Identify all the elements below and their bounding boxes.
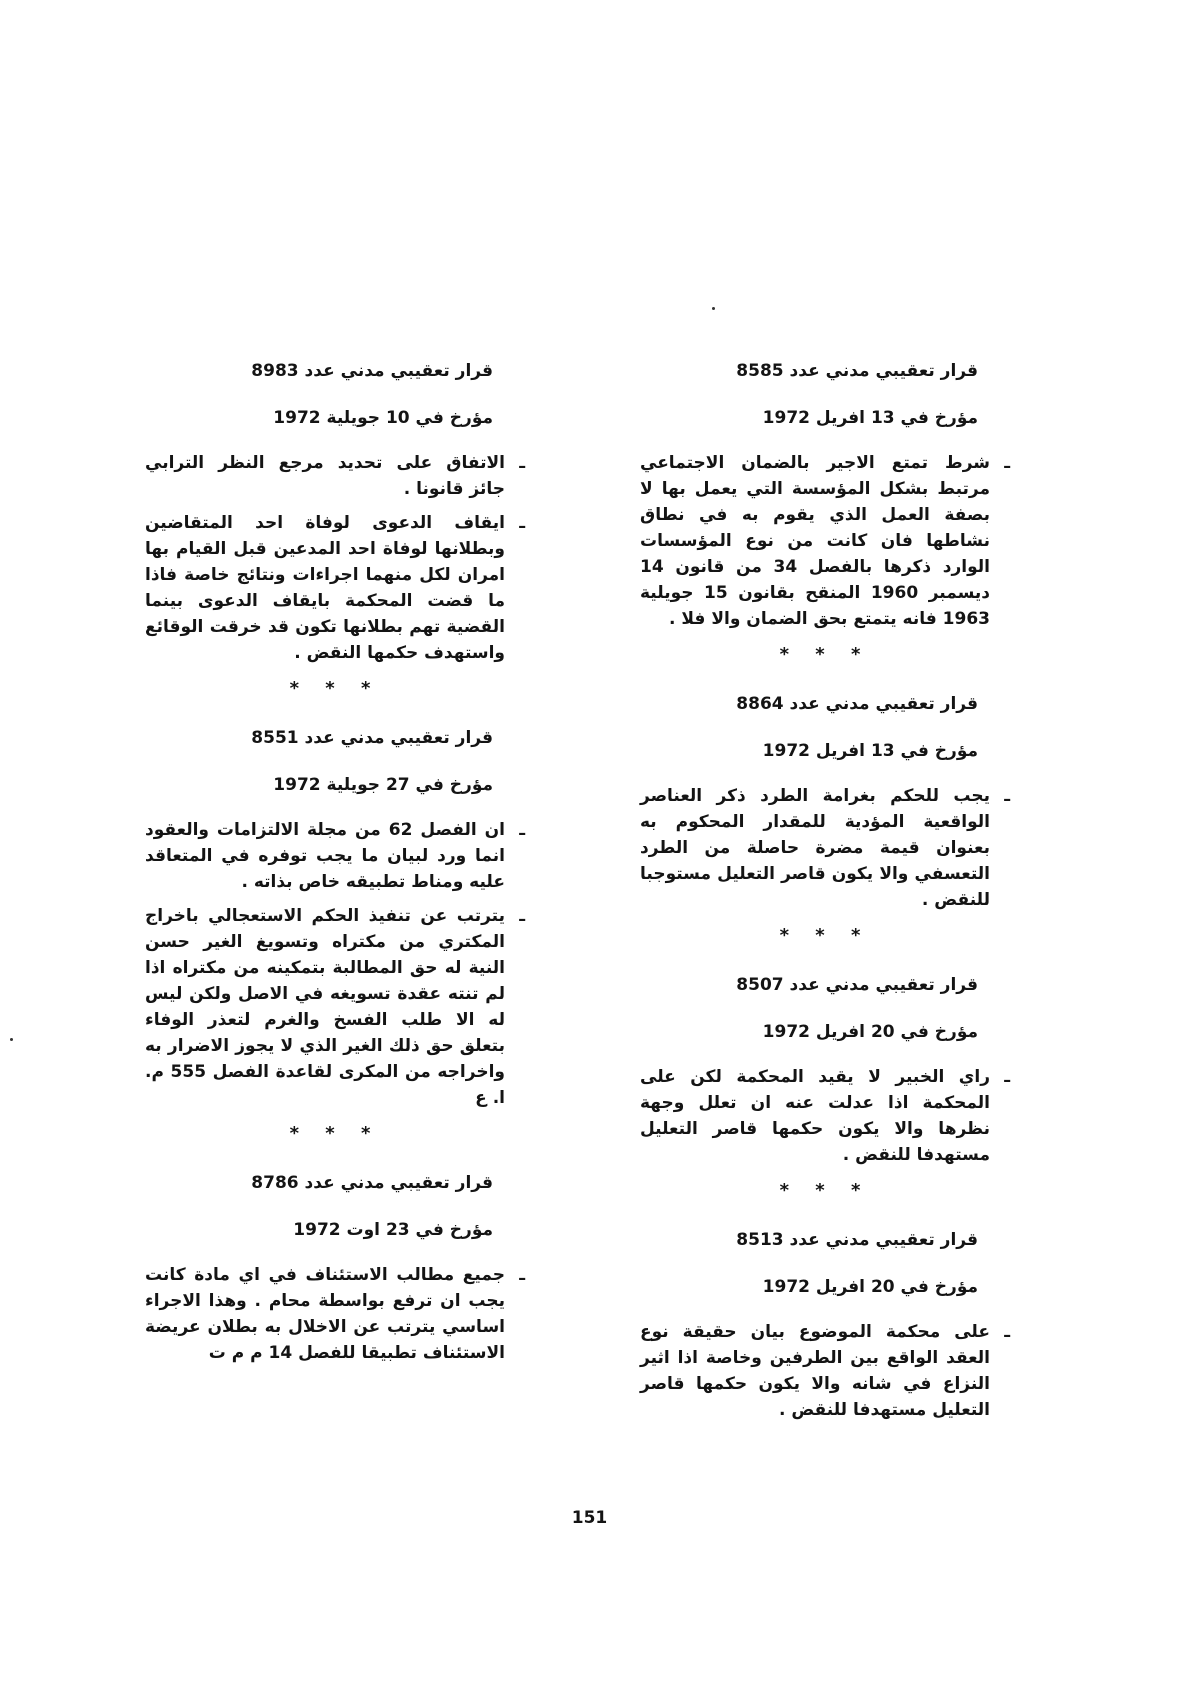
decision-summary — [145, 1262, 525, 1366]
decision-date: مؤرخ في 10 جويلية 1972 — [273, 408, 493, 428]
decision-date: مؤرخ في 23 اوت 1972 — [293, 1220, 493, 1240]
section-separator: * * * — [779, 644, 871, 665]
item-dash: ـ — [1004, 1067, 1010, 1087]
decision-heading: قرار تعقيبي مدني عدد 8585 — [736, 361, 978, 381]
summary-text: يجب للحكم بغرامة الطرد ذكر العناصر الواقعية المؤدية للمقدار المحكوم به بعنوان قيمة مضرة حاصلة من الطرد التعسفي والا يكون قاصر التعليل مستوجبا للنقض . — [640, 786, 990, 910]
decision-summary — [640, 1319, 1010, 1423]
summary-text: على محكمة الموضوع بيان حقيقة نوع العقد الواقع بين الطرفين وخاصة اذا اثير النزاع في شانه والا يكون حكمها قاصر التعليل مستهدفا للنقض . — [640, 1322, 990, 1420]
decision-heading: قرار تعقيبي مدني عدد 8864 — [736, 694, 978, 714]
decision-block — [640, 693, 1010, 913]
decision-date: مؤرخ في 13 افريل 1972 — [762, 408, 978, 428]
section-separator: * * * — [289, 678, 381, 699]
item-dash: ـ — [1004, 1322, 1010, 1342]
section-separator: * * * — [779, 1180, 871, 1201]
item-dash: ـ — [519, 820, 525, 840]
item-dash: ـ — [519, 1265, 525, 1285]
item-dash: ـ — [519, 906, 525, 926]
decision-heading: قرار تعقيبي مدني عدد 8513 — [736, 1230, 978, 1250]
decision-date: مؤرخ في 20 افريل 1972 — [762, 1022, 978, 1042]
summary-text: يترتب عن تنفيذ الحكم الاستعجالي باخراج المكتري من مكتراه وتسويغ الغير حسن النية له حق المطالبة بتمكينه من مكتراه اذا لم تنته عقدة تسويغه في الاصل ولكن ليس له الا طلب الفسخ والغرم لتعذر الوفاء بتعلق حق ذلك الغير الذي لا يجوز الاضرار به واخراجه من المكرى لقاعدة الفصل 555 م. ا. ع — [145, 906, 505, 1108]
decision-block — [145, 727, 525, 1111]
item-dash: ـ — [519, 453, 525, 473]
decision-date: مؤرخ في 13 افريل 1972 — [762, 741, 978, 761]
decision-date: مؤرخ في 20 افريل 1972 — [762, 1277, 978, 1297]
right-column — [640, 360, 1010, 1431]
summary-text: شرط تمتع الاجير بالضمان الاجتماعي مرتبط بشكل المؤسسة التي يعمل بها لا بصفة العمل الذي يقوم به في نطاق نشاطها فان كانت من نوع المؤسسات الوارد ذكرها بالفصل 34 من قانون 14 ديسمبر 1960 المنقح بقانون 15 جويلية 1963 فانه يتمتع بحق الضمان والا فلا . — [640, 453, 991, 629]
summary-text: الاتفاق على تحديد مرجع النظر الترابي جائز قانونا . — [145, 453, 505, 499]
summary-text: ان الفصل 62 من مجلة الالتزامات والعقود انما ورد لبيان ما يجب توفره في المتعاقد عليه ومناط تطبيقه خاص بذاته . — [145, 820, 506, 892]
decision-heading: قرار تعقيبي مدني عدد 8983 — [251, 361, 493, 381]
decision-summary — [145, 510, 525, 666]
section-separator: * * * — [779, 925, 871, 946]
decision-block — [640, 360, 1010, 632]
decision-block — [640, 974, 1010, 1168]
scan-speck — [712, 307, 715, 310]
section-separator: * * * — [289, 1123, 381, 1144]
item-dash: ـ — [1004, 453, 1010, 473]
decision-summary — [640, 450, 1010, 632]
decision-summary — [145, 450, 525, 502]
left-column — [145, 360, 525, 1374]
decision-summary — [640, 783, 1010, 913]
summary-text: ايقاف الدعوى لوفاة احد المتقاضين وبطلانها لوفاة احد المدعين قبل القيام بها امران لكل منهما اجراءات ونتائج خاصة فاذا ما قضت المحكمة بايقاف الدعوى بينما القضية تهم بطلانها تكون قد خرقت الوقائع واستهدف حكمها النقض . — [145, 513, 505, 663]
summary-text: جميع مطالب الاستئناف في اي مادة كانت يجب ان ترفع بواسطة محام . وهذا الاجراء اساسي يترتب عن الاخلال به بطلان عريضة الاستئناف تطبيقا للفصل 14 م م ت — [145, 1265, 505, 1363]
decision-heading: قرار تعقيبي مدني عدد 8507 — [736, 975, 978, 995]
scan-speck — [10, 1038, 13, 1041]
decision-heading: قرار تعقيبي مدني عدد 8786 — [251, 1173, 493, 1193]
decision-block — [145, 360, 525, 666]
decision-summary — [640, 1064, 1010, 1168]
decision-date: مؤرخ في 27 جويلية 1972 — [273, 775, 493, 795]
summary-text: راي الخبير لا يقيد المحكمة لكن على المحكمة اذا عدلت عنه ان تعلل وجهة نظرها والا يكون حكمها قاصر التعليل مستهدفا للنقض . — [640, 1067, 990, 1165]
item-dash: ـ — [519, 513, 525, 533]
item-dash: ـ — [1004, 786, 1010, 806]
decision-block — [145, 1172, 525, 1366]
decision-summary — [145, 903, 525, 1111]
decision-heading: قرار تعقيبي مدني عدد 8551 — [251, 728, 493, 748]
decision-block — [640, 1229, 1010, 1423]
decision-summary — [145, 817, 525, 895]
page-number: 151 — [571, 1508, 608, 1528]
